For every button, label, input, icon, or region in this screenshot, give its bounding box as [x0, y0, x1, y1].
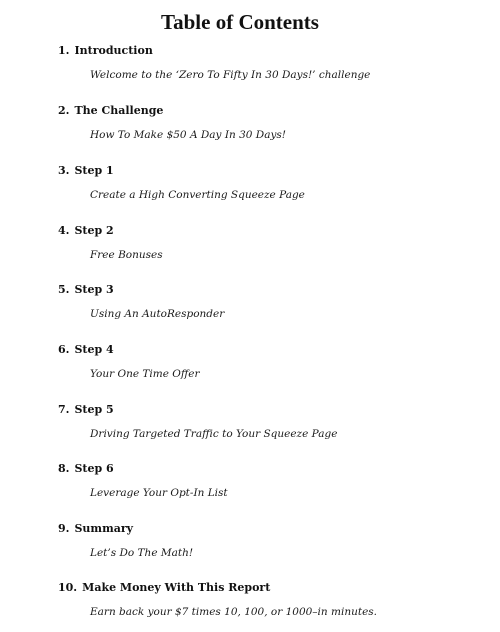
toc-entry-number: 10.: [58, 581, 78, 594]
toc-entry-title: Step 2: [74, 224, 114, 237]
toc-entry-heading: [58, 342, 114, 358]
toc-entry-number: 1.: [58, 44, 70, 57]
toc-entry-heading: [58, 223, 114, 239]
toc-entry-title: The Challenge: [74, 104, 164, 117]
toc-entry-heading: [58, 580, 270, 596]
toc-entry-title: Step 5: [74, 403, 114, 416]
toc-entry-description: Earn back your $7 times 10, 100, or 1000–in minutes.: [90, 606, 378, 618]
toc-entry-number: 5.: [58, 283, 70, 296]
toc-entry-step-3: [0, 282, 480, 322]
toc-entry-introduction: [0, 43, 480, 83]
toc-entry-make-money: [0, 580, 480, 620]
toc-entry-description: Create a High Converting Squeeze Page: [90, 189, 305, 201]
toc-entry-title: Step 6: [74, 462, 114, 475]
toc-entry-number: 3.: [58, 164, 70, 177]
toc-entry-number: 2.: [58, 104, 70, 117]
toc-entry-description: Leverage Your Opt-In List: [90, 487, 228, 499]
toc-entry-number: 4.: [58, 224, 70, 237]
toc-entry-heading: [58, 461, 114, 477]
toc-entry-number: 8.: [58, 462, 70, 475]
toc-entry-title: Step 3: [74, 283, 114, 296]
toc-entry-summary: [0, 521, 480, 561]
toc-entry-heading: [58, 163, 114, 179]
toc-entry-description: How To Make $50 A Day In 30 Days!: [90, 129, 286, 141]
toc-entry-heading: [58, 43, 153, 59]
toc-entry-heading: [58, 103, 163, 119]
toc-entry-number: 9.: [58, 522, 70, 535]
toc-entry-title: Step 4: [74, 343, 114, 356]
toc-entry-title: Make Money With This Report: [82, 581, 271, 594]
toc-entry-title: Introduction: [74, 44, 153, 57]
toc-entry-title: Summary: [74, 522, 134, 535]
toc-entry-step-1: [0, 163, 480, 203]
toc-entry-step-2: [0, 223, 480, 263]
toc-entry-description: Free Bonuses: [90, 249, 163, 261]
toc-entry-description: Using An AutoResponder: [90, 308, 225, 320]
toc-entry-description: Your One Time Offer: [90, 368, 200, 380]
toc-entry-step-5: [0, 402, 480, 442]
toc-entry-step-6: [0, 461, 480, 501]
toc-entry-the-challenge: [0, 103, 480, 143]
toc-entry-description: Welcome to the ‘Zero To Fifty In 30 Days!’ challenge: [90, 69, 371, 81]
toc-entry-heading: [58, 521, 133, 537]
toc-entry-description: Let’s Do The Math!: [90, 547, 194, 559]
toc-entry-heading: [58, 282, 114, 298]
toc-entry-title: Step 1: [74, 164, 114, 177]
toc-entry-number: 7.: [58, 403, 70, 416]
page-title: Table of Contents: [161, 10, 319, 34]
toc-entry-step-4: [0, 342, 480, 382]
toc-entry-number: 6.: [58, 343, 70, 356]
toc-entry-heading: [58, 402, 114, 418]
toc-entry-description: Driving Targeted Traffic to Your Squeeze Page: [90, 428, 338, 440]
